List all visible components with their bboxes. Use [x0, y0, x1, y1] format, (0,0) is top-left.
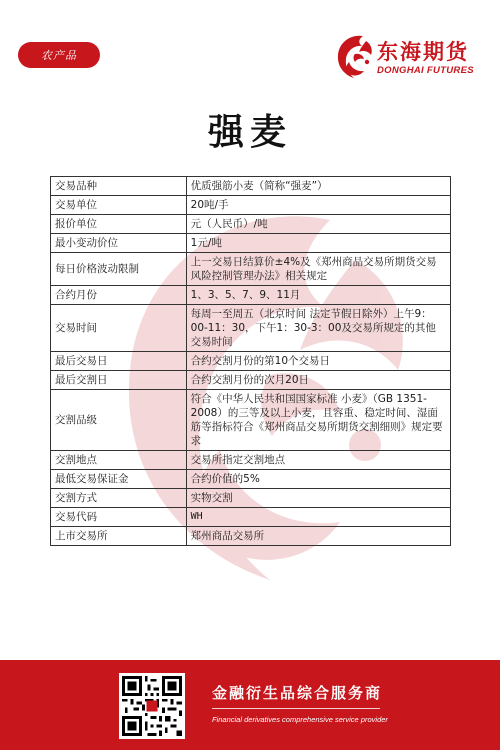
table-row [51, 470, 451, 489]
row-value: 符合《中华人民共和国国家标准 小麦》（GB 1351-2008）的三等及以上小麦，且容重、稳定时间、湿面筋等指标符合《郑州商品交易所期货交割细则》规定要求 [186, 390, 450, 451]
row-label: 交易代码 [51, 508, 187, 527]
row-value: 优质强筋小麦（简称“强麦”） [186, 177, 450, 196]
table-row [51, 508, 451, 527]
brand-logo [333, 30, 483, 86]
row-label: 交易时间 [51, 305, 187, 352]
table-row [51, 234, 451, 253]
table-row [51, 215, 451, 234]
footer-subtitle: Financial derivatives comprehensive service provider [212, 715, 388, 724]
category-badge: 农产品 [18, 42, 100, 68]
row-value: 郑州商品交易所 [186, 527, 450, 546]
row-value: 20吨/手 [186, 196, 450, 215]
row-label: 交易单位 [51, 196, 187, 215]
brand-name-en: DONGHAI FUTURES [377, 65, 474, 76]
row-label: 交割地点 [51, 451, 187, 470]
row-label: 交易品种 [51, 177, 187, 196]
table-row [51, 390, 451, 451]
table-row [51, 451, 451, 470]
row-value: 1、3、5、7、9、11月 [186, 286, 450, 305]
table-row [51, 527, 451, 546]
row-value: WH [186, 508, 450, 527]
row-value: 合约价值的5% [186, 470, 450, 489]
table-row [51, 371, 451, 390]
qr-code[interactable] [119, 673, 185, 739]
table-row [51, 286, 451, 305]
row-label: 最后交易日 [51, 352, 187, 371]
brand-name-cn: 东海期货 [377, 40, 469, 64]
table-row [51, 352, 451, 371]
row-label: 最低交易保证金 [51, 470, 187, 489]
row-value: 合约交割月份的第10个交易日 [186, 352, 450, 371]
dragon-logo-icon [333, 32, 375, 82]
row-label: 最后交割日 [51, 371, 187, 390]
row-value: 每周一至周五（北京时间 法定节假日除外）上午9：00-11：30，下午1：30-3：00及交易所规定的其他交易时间 [186, 305, 450, 352]
row-label: 交割方式 [51, 489, 187, 508]
row-value: 交易所指定交割地点 [186, 451, 450, 470]
row-value: 合约交割月份的次月20日 [186, 371, 450, 390]
row-value: 实物交割 [186, 489, 450, 508]
table-row [51, 489, 451, 508]
row-label: 报价单位 [51, 215, 187, 234]
row-label: 上市交易所 [51, 527, 187, 546]
table-row [51, 177, 451, 196]
footer-banner [0, 660, 500, 750]
row-label: 合约月份 [51, 286, 187, 305]
table-row [51, 305, 451, 352]
table-row [51, 253, 451, 286]
row-value: 元（人民币）/吨 [186, 215, 450, 234]
row-value: 上一交易日结算价±4%及《郑州商品交易所期货交易风险控制管理办法》相关规定 [186, 253, 450, 286]
row-label: 最小变动价位 [51, 234, 187, 253]
qr-code-icon [122, 676, 182, 736]
footer-divider [212, 708, 380, 709]
page-title: 强麦 [207, 111, 292, 153]
footer-slogan: 金融衍生品综合服务商 [212, 684, 383, 702]
row-label: 交割品级 [51, 390, 187, 451]
table-row [51, 196, 451, 215]
row-label: 每日价格波动限制 [51, 253, 187, 286]
row-value: 1元/吨 [186, 234, 450, 253]
contract-spec-table [50, 176, 451, 546]
